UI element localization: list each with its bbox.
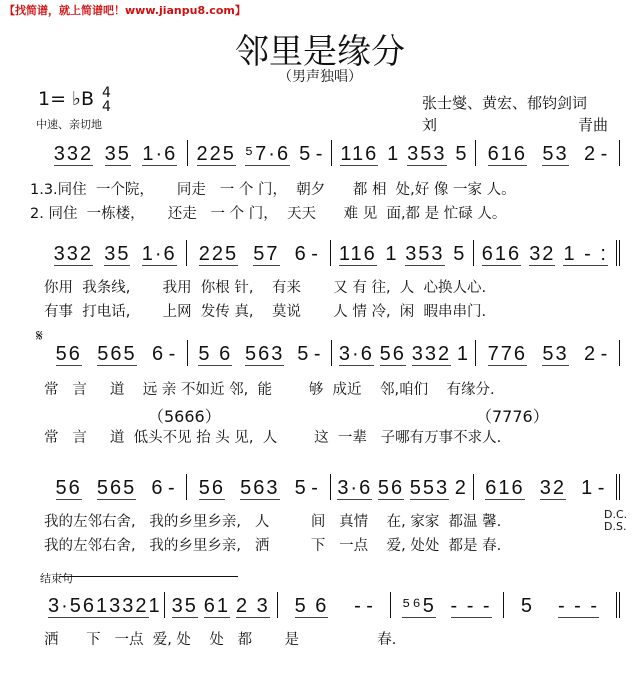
note-group: 53	[542, 343, 569, 365]
song-title: 邻里是缘分	[235, 32, 405, 72]
staff-row	[44, 592, 620, 618]
note-group: 1 - :	[563, 243, 608, 265]
measure	[278, 592, 391, 618]
measure	[474, 474, 620, 500]
note-group: ⁵⁶5	[402, 595, 436, 617]
measure	[476, 140, 620, 166]
note-group: 1·6	[142, 143, 178, 165]
note-group: 1	[385, 243, 397, 265]
staff-row	[44, 140, 620, 166]
note-group: 332	[109, 595, 149, 617]
segno-icon: 𝄋	[36, 326, 43, 345]
note-group: - -	[354, 595, 373, 617]
note-group: 5	[455, 143, 467, 165]
note-group: 56	[55, 477, 82, 499]
note-group: - - -	[450, 595, 492, 617]
alt-notes: （5666）	[148, 407, 221, 426]
note-group: 35	[104, 143, 131, 165]
measure	[44, 592, 165, 618]
note-group: ⁵7·6	[244, 143, 291, 165]
note-group: 35	[171, 595, 198, 617]
note-group: 35	[104, 243, 131, 265]
coda-label: 结束句	[40, 572, 73, 585]
note-group: - - -	[557, 595, 600, 617]
time-bottom: 4	[102, 99, 111, 115]
note-group: 56	[377, 477, 405, 499]
note-group: 2 -	[583, 143, 608, 165]
measure	[44, 240, 187, 266]
note-group: 616	[485, 477, 525, 499]
measure	[165, 592, 278, 618]
note-group: 5	[520, 595, 533, 617]
note-group: 225	[198, 243, 239, 265]
note-group: 353	[407, 143, 447, 165]
measure	[188, 140, 332, 166]
lyrics-line: 2. 同住 一栋楼， 还走 一 个 门， 天天 难 见 面,都 是 忙碌 人。	[30, 206, 507, 222]
note-group: 116	[338, 243, 377, 265]
note-group: 332	[411, 343, 452, 365]
measure	[187, 474, 330, 500]
lyrics-line: 有事 打电话, 上网 发传 真, 莫说 人 情 冷, 闲 暇串串门.	[44, 304, 487, 320]
time-signature	[102, 86, 111, 114]
lyricist: 张士燮、黄宏、郁钧剑词	[422, 94, 588, 112]
site-banner[interactable]: 【找简谱，就上简谱吧！www.jianpu8.com】	[4, 4, 246, 17]
note-group: 5	[453, 243, 465, 265]
note-group: 563	[240, 477, 280, 499]
lyrics-line: 洒 下 一点 爱, 处 处 都 是 春.	[44, 632, 397, 648]
ds-mark: D.S.	[604, 520, 627, 533]
alt-notes: （7776）	[476, 407, 549, 426]
note-group: 5 -	[297, 343, 321, 365]
note-group: 61	[82, 595, 110, 617]
note-group: 32	[539, 477, 567, 499]
lyrics-line: 1.3.同住 一个院， 同走 一 个 门， 朝夕 都 相 处,好 像 一家 人。	[30, 182, 516, 198]
note-group: 616	[487, 143, 528, 165]
measure	[391, 592, 504, 618]
measure	[44, 340, 188, 366]
note-group: 776	[487, 343, 528, 365]
note-group: 553	[409, 477, 450, 499]
note-group: 116	[340, 143, 379, 165]
measure	[331, 474, 474, 500]
composer-surname: 刘	[422, 116, 438, 134]
note-group: 2	[454, 477, 466, 499]
song-subtitle: （男声独唱）	[278, 69, 362, 85]
note-group: 332	[53, 243, 93, 265]
note-group: 56	[379, 343, 406, 365]
measure	[332, 340, 476, 366]
note-group: 332	[53, 143, 94, 165]
coda-bracket-line	[60, 576, 238, 577]
staff-row	[44, 474, 620, 500]
tempo-marking: 中速、亲切地	[36, 118, 102, 131]
note-group: 2 3	[235, 595, 270, 617]
note-group: 32	[529, 243, 556, 265]
note-group: 6 -	[151, 343, 176, 365]
note-group: 57	[253, 243, 280, 265]
measure	[332, 140, 476, 166]
note-group: 5 6	[198, 343, 233, 365]
note-group: 3·5	[48, 595, 83, 617]
note-group: 5 -	[294, 477, 318, 499]
note-group: 3·6	[338, 343, 374, 365]
note-group: 6 -	[294, 243, 318, 265]
note-group: 56	[55, 343, 82, 365]
note-group: 1	[456, 343, 469, 365]
lyrics-line: 常 言 道 低头不见 抬 头 见, 人 这 一辈 子哪有万事不求人.	[44, 430, 502, 446]
note-group: 1·6	[141, 243, 177, 265]
note-group: 353	[405, 243, 445, 265]
note-group: 1	[148, 595, 160, 617]
measure	[474, 240, 620, 266]
note-group: 225	[196, 143, 236, 165]
note-group: 5 -	[299, 143, 323, 165]
lyrics-line: 我的左邻右舍, 我的乡里乡亲, 洒 下 一点 爱, 处处 都是 春.	[44, 538, 502, 554]
dc-mark: D.C.	[604, 508, 628, 521]
measure	[44, 140, 188, 166]
note-group: 565	[96, 477, 137, 499]
note-group: 6 -	[151, 477, 175, 499]
lyrics-line: 我的左邻右舍, 我的乡里乡亲, 人 间 真情 在, 家家 都温 馨.	[44, 514, 502, 530]
note-group: 53	[542, 143, 569, 165]
staff-row	[44, 240, 620, 266]
time-top: 4	[102, 85, 111, 101]
note-group: 616	[481, 243, 522, 265]
note-group: 1	[387, 143, 399, 165]
note-group: 3·6	[337, 477, 373, 499]
measure	[187, 240, 330, 266]
measure	[504, 592, 620, 618]
measure	[188, 340, 332, 366]
note-group: 2 -	[583, 343, 608, 365]
staff-row	[44, 340, 620, 366]
lyrics-line: 你用 我条线, 我用 你根 针, 有来 又 有 往, 人 心换人心.	[44, 280, 487, 296]
measure	[44, 474, 187, 500]
measure	[476, 340, 620, 366]
composer-suffix: 青曲	[578, 116, 609, 134]
note-group: 56	[198, 477, 226, 499]
note-group: 61	[203, 595, 231, 617]
measure	[331, 240, 474, 266]
note-group: 1 -	[581, 477, 605, 499]
key-signature: 1= ♭B	[38, 88, 95, 110]
note-group: 565	[97, 343, 137, 365]
note-group: 5 6	[294, 595, 329, 617]
lyrics-line: 常 言 道 远 亲 不如近 邻, 能 够 成近 邻,咱们 有缘分.	[44, 382, 495, 398]
note-group: 563	[245, 343, 285, 365]
